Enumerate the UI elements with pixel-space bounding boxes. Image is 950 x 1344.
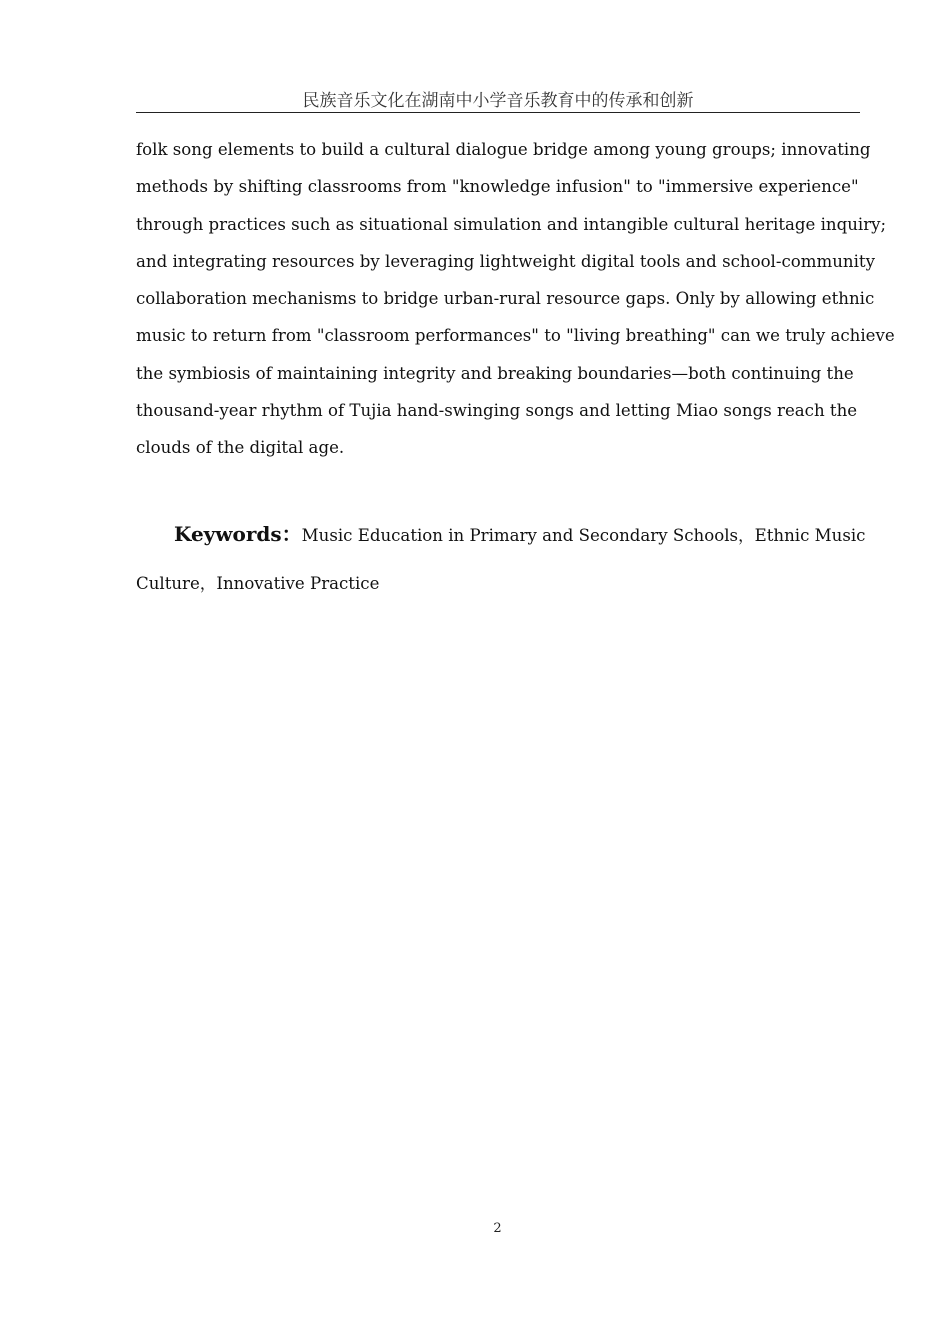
paragraph-line: music to return from "classroom performances" to "living breathing" can we truly achieve — [136, 326, 895, 346]
running-title: 民族音乐文化在湖南中小学音乐教育中的传承和创新 — [302, 91, 694, 111]
paragraph-line: collaboration mechanisms to bridge urban-rural resource gaps. Only by allowing ethnic — [136, 289, 875, 309]
paragraph-line: the symbiosis of maintaining integrity and breaking boundaries—both continuing the — [136, 363, 854, 383]
keywords-line — [136, 510, 866, 559]
keywords-text: Music Education in Primary and Secondary Schools，Ethnic Music — [301, 526, 866, 545]
page-header — [136, 90, 860, 113]
paragraph-line: thousand-year rhythm of Tujia hand-swinging songs and letting Miao songs reach the — [136, 401, 858, 421]
paragraph-line: through practices such as situational simulation and intangible cultural heritage inquiry; — [136, 214, 887, 234]
paragraph-line: folk song elements to build a cultural dialogue bridge among young groups; innovating — [136, 140, 871, 159]
paragraph-line: methods by shifting classrooms from "knowledge infusion" to "immersive experience" — [136, 177, 859, 197]
page-number: 2 — [493, 1221, 502, 1236]
keywords-label: Keywords： — [174, 522, 302, 546]
paragraph-line: and integrating resources by leveraging lightweight digital tools and school-community — [136, 251, 875, 271]
keywords-line-continued: Culture，Innovative Practice — [136, 574, 380, 593]
abstract-paragraph — [136, 131, 895, 467]
paragraph-line: clouds of the digital age. — [136, 438, 345, 458]
keywords-section — [136, 510, 866, 608]
